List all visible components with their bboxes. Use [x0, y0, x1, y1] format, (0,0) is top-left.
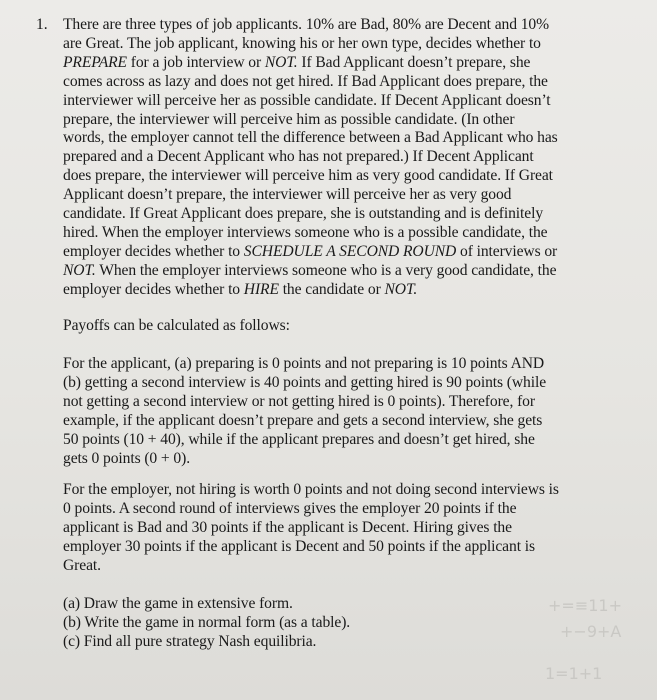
applicant-text-line: example, if the applicant doesn’t prepare and gets a second interview, she gets: [63, 411, 543, 429]
emphasis-text: HIRE: [243, 280, 279, 298]
applicant-payoffs-paragraph: [63, 355, 625, 468]
bleed-through-mark: +=≡11+: [548, 596, 622, 615]
text-run: employer decides whether to: [63, 242, 244, 260]
problem-text-line: [63, 16, 625, 35]
problem-text-line: [63, 73, 625, 92]
text-run: Applicant doesn’t prepare, the interviewer will perceive her as very good: [63, 186, 512, 204]
problem-text-line: [63, 54, 625, 73]
problem-text-line: [63, 224, 625, 243]
problem-text-line: [63, 129, 625, 148]
employer-text-line: For the employer, not hiring is worth 0 points and not doing second interviews is: [63, 481, 559, 498]
problem-text-line: [63, 148, 625, 167]
text-run: interviewer will perceive her as possible candidate. If Decent Applicant doesn’t: [63, 91, 551, 109]
text-run: for a job interview or: [126, 53, 265, 71]
text-run: candidate. If Great Applicant does prepare, she is outstanding and is definitely: [63, 205, 544, 223]
applicant-text-line: For the applicant, (a) preparing is 0 points and not preparing is 10 points AND: [63, 355, 545, 372]
text-run: words, the employer cannot tell the difference between a Bad Applicant who has: [63, 129, 558, 147]
problem-text-line: [63, 243, 625, 262]
question-number: 1.: [36, 16, 48, 33]
employer-text-line: employer 30 points if the applicant is Decent and 50 points if the applicant is: [63, 537, 535, 555]
problem-text-line: [63, 205, 625, 224]
text-run: hired. When the employer interviews someone who is a possible candidate, the: [63, 223, 548, 241]
problem-text-line: [63, 111, 625, 130]
applicant-text-line: not getting a second interview or not getting hired is 0 points). Therefore, for: [63, 392, 535, 410]
bleed-through-mark: +−9+A: [560, 622, 622, 641]
problem-statement: [63, 16, 625, 300]
question-part: (a) Draw the game in extensive form.: [63, 595, 293, 612]
text-run: prepared and a Decent Applicant who has not prepared.) If Decent Applicant: [63, 148, 534, 166]
question-parts-list: [63, 595, 625, 652]
problem-text-line: [63, 186, 625, 205]
text-run: prepare, the interviewer will perceive him as possible candidate. (In other: [63, 110, 515, 128]
applicant-text-line: gets 0 points (0 + 0).: [63, 449, 191, 467]
employer-text-line: Great.: [63, 556, 101, 574]
text-run: the candidate or: [278, 280, 385, 298]
applicant-text-line: 50 points (10 + 40), while if the applicant prepares and doesn’t get hired, she: [63, 430, 535, 448]
problem-text-line: [63, 281, 625, 300]
text-run: When the employer interviews someone who is a very good candidate, the: [95, 261, 557, 279]
text-run: employer decides whether to: [63, 280, 244, 298]
text-run: of interviews or: [456, 242, 558, 260]
emphasis-text: PREPARE: [63, 53, 127, 71]
problem-text-line: [63, 262, 625, 281]
employer-payoffs-paragraph: [63, 481, 625, 576]
question-part: (b) Write the game in normal form (as a table).: [63, 613, 351, 631]
question-part: (c) Find all pure strategy Nash equilibria.: [63, 632, 317, 650]
emphasis-text: NOT.: [384, 280, 418, 298]
text-run: comes across as lazy and does not get hired. If Bad Applicant does prepare, the: [63, 72, 548, 90]
emphasis-text: SCHEDULE A SECOND ROUND: [243, 242, 457, 260]
emphasis-text: NOT.: [264, 53, 298, 71]
problem-text-line: [63, 92, 625, 111]
emphasis-text: NOT.: [63, 261, 96, 279]
applicant-text-line: (b) getting a second interview is 40 points and getting hired is 90 points (while: [63, 373, 547, 391]
payoffs-heading: [63, 317, 625, 336]
text-run: There are three types of job applicants. 10% are Bad, 80% are Decent and 10%: [63, 16, 549, 33]
payoffs-heading-text: Payoffs can be calculated as follows:: [63, 317, 290, 334]
bleed-through-mark: 1=1+1: [545, 664, 603, 683]
employer-text-line: 0 points. A second round of interviews gives the employer 20 points if the: [63, 499, 517, 517]
employer-text-line: applicant is Bad and 30 points if the applicant is Decent. Hiring gives the: [63, 518, 512, 536]
text-run: are Great. The job applicant, knowing his or her own type, decides whether to: [63, 34, 541, 52]
text-run: If Bad Applicant doesn’t prepare, she: [297, 53, 531, 71]
problem-text-line: [63, 167, 625, 186]
text-run: does prepare, the interviewer will perceive him as very good candidate. If Great: [63, 167, 553, 185]
problem-text-line: [63, 35, 625, 54]
